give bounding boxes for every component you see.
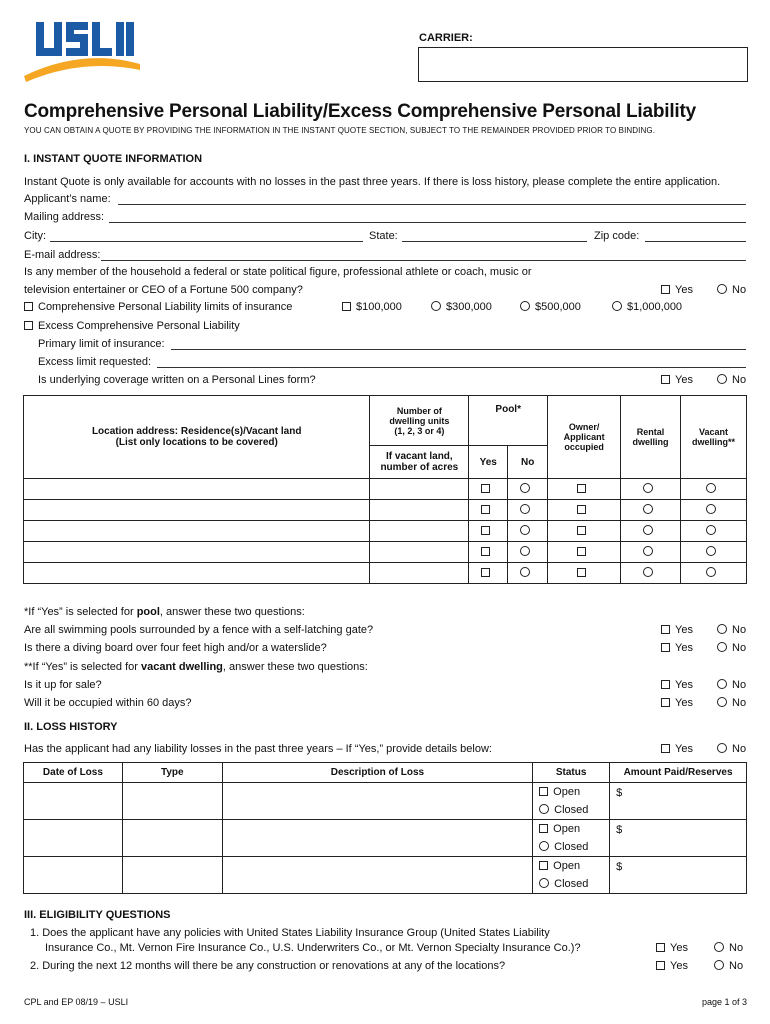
diving-no[interactable]: No <box>717 642 746 654</box>
rental-cell[interactable] <box>621 500 681 521</box>
table-row <box>24 820 747 857</box>
desc-cell[interactable] <box>222 820 532 857</box>
pool-yes-cell[interactable] <box>469 500 508 521</box>
radio-icon <box>643 483 653 493</box>
primary-limit-label: Primary limit of insurance: <box>38 338 165 350</box>
radio-icon <box>717 642 727 652</box>
pool-no-cell[interactable] <box>508 521 548 542</box>
amount-cell[interactable]: $ <box>610 820 747 857</box>
occupied-no[interactable]: No <box>717 697 746 709</box>
political-no[interactable]: No <box>717 284 746 296</box>
city-field[interactable] <box>50 241 363 242</box>
fence-question: Are all swimming pools surrounded by a fence with a self-latching gate? <box>24 624 374 636</box>
checkbox-icon <box>539 787 548 796</box>
applicant-name-label: Applicant’s name: <box>24 193 111 205</box>
radio-icon <box>520 546 530 556</box>
status-cell <box>533 820 610 857</box>
units-cell[interactable] <box>370 500 469 521</box>
checkbox-icon <box>656 943 665 952</box>
radio-icon <box>717 743 727 753</box>
status-cell <box>533 857 610 894</box>
radio-icon <box>612 301 622 311</box>
checkbox-icon <box>661 375 670 384</box>
checkbox-icon <box>24 302 33 311</box>
status-closed[interactable]: Closed <box>539 838 609 856</box>
political-yes[interactable]: Yes <box>661 284 693 296</box>
checkbox-icon <box>577 484 586 493</box>
section2-heading: II. LOSS HISTORY <box>24 721 118 733</box>
radio-icon <box>717 374 727 384</box>
radio-icon <box>717 624 727 634</box>
radio-icon <box>706 525 716 535</box>
radio-icon <box>520 301 530 311</box>
sale-yes[interactable]: Yes <box>661 679 693 691</box>
zip-label: Zip code: <box>594 230 640 242</box>
date-cell[interactable] <box>24 783 123 820</box>
limit-100k[interactable]: $100,000 <box>342 301 402 313</box>
pool-header: Pool* <box>469 396 548 446</box>
owner-cell[interactable] <box>548 542 621 563</box>
table-row <box>24 542 747 563</box>
state-label: State: <box>369 230 398 242</box>
excess-limit-label: Excess limit requested: <box>38 356 152 368</box>
location-header: Location address: Residence(s)/Vacant land (List only locations to be covered) <box>24 396 370 479</box>
vacant-cell[interactable] <box>681 500 747 521</box>
diving-question: Is there a diving board over four feet high and/or a waterslide? <box>24 642 327 654</box>
usli-logo <box>22 18 142 82</box>
radio-icon <box>520 483 530 493</box>
units-cell[interactable] <box>370 563 469 584</box>
type-cell[interactable] <box>122 857 222 894</box>
rental-cell[interactable] <box>621 563 681 584</box>
diving-yes[interactable]: Yes <box>661 642 693 654</box>
amount-header: Amount Paid/Reserves <box>610 763 747 783</box>
q2-no[interactable]: No <box>714 960 743 972</box>
fence-yes[interactable]: Yes <box>661 624 693 636</box>
radio-icon <box>717 679 727 689</box>
underlying-no[interactable]: No <box>717 374 746 386</box>
checkbox-icon <box>661 643 670 652</box>
q1-yes[interactable]: Yes <box>656 942 688 954</box>
owner-header: Owner/ Applicant occupied <box>548 396 621 479</box>
pool-yes-cell[interactable] <box>469 521 508 542</box>
applicant-name-field[interactable] <box>118 204 746 205</box>
pool-no-cell[interactable] <box>508 542 548 563</box>
location-cell[interactable] <box>24 542 370 563</box>
q1-no[interactable]: No <box>714 942 743 954</box>
radio-icon <box>431 301 441 311</box>
status-closed[interactable]: Closed <box>539 875 609 893</box>
amount-cell[interactable]: $ <box>610 783 747 820</box>
loss-no[interactable]: No <box>717 743 746 755</box>
radio-icon <box>706 567 716 577</box>
radio-icon <box>539 804 549 814</box>
checkbox-icon <box>656 961 665 970</box>
section3-heading: III. ELIGIBILITY QUESTIONS <box>24 909 171 921</box>
vacant-acres-header: If vacant land, number of acres <box>370 446 469 479</box>
location-cell[interactable] <box>24 521 370 542</box>
checkbox-icon <box>661 744 670 753</box>
status-closed[interactable]: Closed <box>539 801 609 819</box>
mailing-field[interactable] <box>109 222 746 223</box>
rental-cell[interactable] <box>621 542 681 563</box>
sale-no[interactable]: No <box>717 679 746 691</box>
pool-yes-header: Yes <box>469 446 508 479</box>
occupied-question: Will it be occupied within 60 days? <box>24 697 192 709</box>
checkbox-icon <box>481 547 490 556</box>
table-row <box>24 857 747 894</box>
limit-1m[interactable]: $1,000,000 <box>612 301 682 313</box>
radio-icon <box>706 483 716 493</box>
pool-yes-cell[interactable] <box>469 479 508 500</box>
radio-icon <box>714 960 724 970</box>
limit-500k[interactable]: $500,000 <box>520 301 581 313</box>
checkbox-icon <box>481 484 490 493</box>
table-row <box>24 479 747 500</box>
radio-icon <box>643 525 653 535</box>
desc-cell[interactable] <box>222 857 532 894</box>
pool-no-cell[interactable] <box>508 500 548 521</box>
checkbox-icon <box>577 568 586 577</box>
mailing-label: Mailing address: <box>24 211 105 223</box>
political-question-2: television entertainer or CEO of a Fortune 500 company? <box>24 284 303 296</box>
desc-cell[interactable] <box>222 783 532 820</box>
primary-limit-field[interactable] <box>171 349 746 350</box>
radio-icon <box>717 697 727 707</box>
location-cell[interactable] <box>24 500 370 521</box>
units-cell[interactable] <box>370 521 469 542</box>
checkbox-icon <box>577 547 586 556</box>
footer-right: page 1 of 3 <box>701 997 747 1007</box>
radio-icon <box>643 504 653 514</box>
type-cell[interactable] <box>122 783 222 820</box>
owner-cell[interactable] <box>548 521 621 542</box>
location-cell[interactable] <box>24 479 370 500</box>
date-header: Date of Loss <box>24 763 123 783</box>
pool-yes-cell[interactable] <box>469 542 508 563</box>
occupied-yes[interactable]: Yes <box>661 697 693 709</box>
checkbox-icon <box>577 526 586 535</box>
units-cell[interactable] <box>370 542 469 563</box>
rental-cell[interactable] <box>621 521 681 542</box>
checkbox-icon <box>539 824 548 833</box>
amount-cell[interactable]: $ <box>610 857 747 894</box>
state-field[interactable] <box>402 241 587 242</box>
vacant-dwelling-header: Vacant dwelling** <box>681 396 747 479</box>
pool-no-cell[interactable] <box>508 479 548 500</box>
status-header: Status <box>533 763 610 783</box>
vacant-cell[interactable] <box>681 563 747 584</box>
page-subtitle: YOU CAN OBTAIN A QUOTE BY PROVIDING THE INFORMATION IN THE INSTANT QUOTE SECTION, SUBJECT TO THE REMAINDER PROVIDED PRIOR TO BINDING. <box>24 126 656 135</box>
table-row <box>24 563 747 584</box>
radio-icon <box>643 567 653 577</box>
pool-note: *If “Yes” is selected for pool, answer these two questions: <box>24 606 305 618</box>
vacant-note: **If “Yes” is selected for vacant dwelling, answer these two questions: <box>24 661 368 673</box>
section1-heading: I. INSTANT QUOTE INFORMATION <box>24 153 203 165</box>
table-row <box>24 500 747 521</box>
rental-cell[interactable] <box>621 479 681 500</box>
footer-left: CPL and EP 08/19 – USLI <box>24 997 129 1007</box>
radio-icon <box>520 567 530 577</box>
usli-logo-graphic <box>22 18 142 82</box>
vacant-cell[interactable] <box>681 521 747 542</box>
pool-no-cell[interactable] <box>508 563 548 584</box>
zip-field[interactable] <box>645 241 746 242</box>
units-header: Number of dwelling units (1, 2, 3 or 4) <box>370 396 469 446</box>
date-cell[interactable] <box>24 820 123 857</box>
status-cell <box>533 783 610 820</box>
loss-question: Has the applicant had any liability losses in the past three years – If “Yes,” provide details below: <box>24 743 492 755</box>
type-header: Type <box>122 763 222 783</box>
radio-icon <box>520 525 530 535</box>
checkbox-icon <box>481 568 490 577</box>
owner-cell[interactable] <box>548 563 621 584</box>
radio-icon <box>706 546 716 556</box>
cpl-option[interactable]: Comprehensive Personal Liability limits of insurance <box>24 301 292 313</box>
city-label: City: <box>24 230 46 242</box>
location-cell[interactable] <box>24 563 370 584</box>
excess-option[interactable]: Excess Comprehensive Personal Liability <box>24 320 240 332</box>
vacant-cell[interactable] <box>681 542 747 563</box>
loss-yes[interactable]: Yes <box>661 743 693 755</box>
page-title: Comprehensive Personal Liability/Excess Comprehensive Personal Liability <box>24 101 696 122</box>
limit-300k[interactable]: $300,000 <box>431 301 492 313</box>
status-open[interactable]: Open <box>539 820 609 838</box>
owner-cell[interactable] <box>548 479 621 500</box>
checkbox-icon <box>661 285 670 294</box>
radio-icon <box>520 504 530 514</box>
checkbox-icon <box>481 505 490 514</box>
sale-question: Is it up for sale? <box>24 679 102 691</box>
excess-limit-field[interactable] <box>157 367 746 368</box>
eligibility-q1-line2: Insurance Co., Mt. Vernon Fire Insurance Co., U.S. Underwriters Co., or Mt. Vernon Specialty Insurance Co.)? <box>45 942 581 954</box>
radio-icon <box>539 841 549 851</box>
table-row <box>24 521 747 542</box>
status-open[interactable]: Open <box>539 783 609 801</box>
checkbox-icon <box>481 526 490 535</box>
carrier-label: CARRIER: <box>419 32 473 44</box>
q2-yes[interactable]: Yes <box>656 960 688 972</box>
fence-no[interactable]: No <box>717 624 746 636</box>
desc-header: Description of Loss <box>222 763 532 783</box>
email-label: E-mail address: <box>24 249 101 261</box>
carrier-field[interactable] <box>418 47 748 82</box>
loss-table <box>23 762 747 894</box>
radio-icon <box>539 878 549 888</box>
political-question-1: Is any member of the household a federal or state political figure, professional athlete or coach, music or <box>24 266 532 278</box>
checkbox-icon <box>661 680 670 689</box>
email-field[interactable] <box>101 260 746 261</box>
date-cell[interactable] <box>24 857 123 894</box>
checkbox-icon <box>342 302 351 311</box>
checkbox-icon <box>24 321 33 330</box>
location-table <box>23 395 747 584</box>
table-row <box>24 783 747 820</box>
section1-intro: Instant Quote is only available for accounts with no losses in the past three years. If there is loss history, please complete the entire application. <box>24 176 721 188</box>
checkbox-icon <box>539 861 548 870</box>
radio-icon <box>717 284 727 294</box>
underlying-question: Is underlying coverage written on a Personal Lines form? <box>38 374 316 386</box>
units-cell[interactable] <box>370 479 469 500</box>
owner-cell[interactable] <box>548 500 621 521</box>
vacant-cell[interactable] <box>681 479 747 500</box>
radio-icon <box>706 504 716 514</box>
radio-icon <box>714 942 724 952</box>
eligibility-q1-line1: 1. Does the applicant have any policies with United States Liability Insurance Group (United States Liability <box>30 927 550 939</box>
pool-no-header: No <box>508 446 548 479</box>
status-open[interactable]: Open <box>539 857 609 875</box>
underlying-yes[interactable]: Yes <box>661 374 693 386</box>
checkbox-icon <box>577 505 586 514</box>
rental-header: Rental dwelling <box>621 396 681 479</box>
radio-icon <box>643 546 653 556</box>
checkbox-icon <box>661 698 670 707</box>
type-cell[interactable] <box>122 820 222 857</box>
pool-yes-cell[interactable] <box>469 563 508 584</box>
checkbox-icon <box>661 625 670 634</box>
eligibility-q2: 2. During the next 12 months will there be any construction or renovations at any of the locations? <box>30 960 506 972</box>
